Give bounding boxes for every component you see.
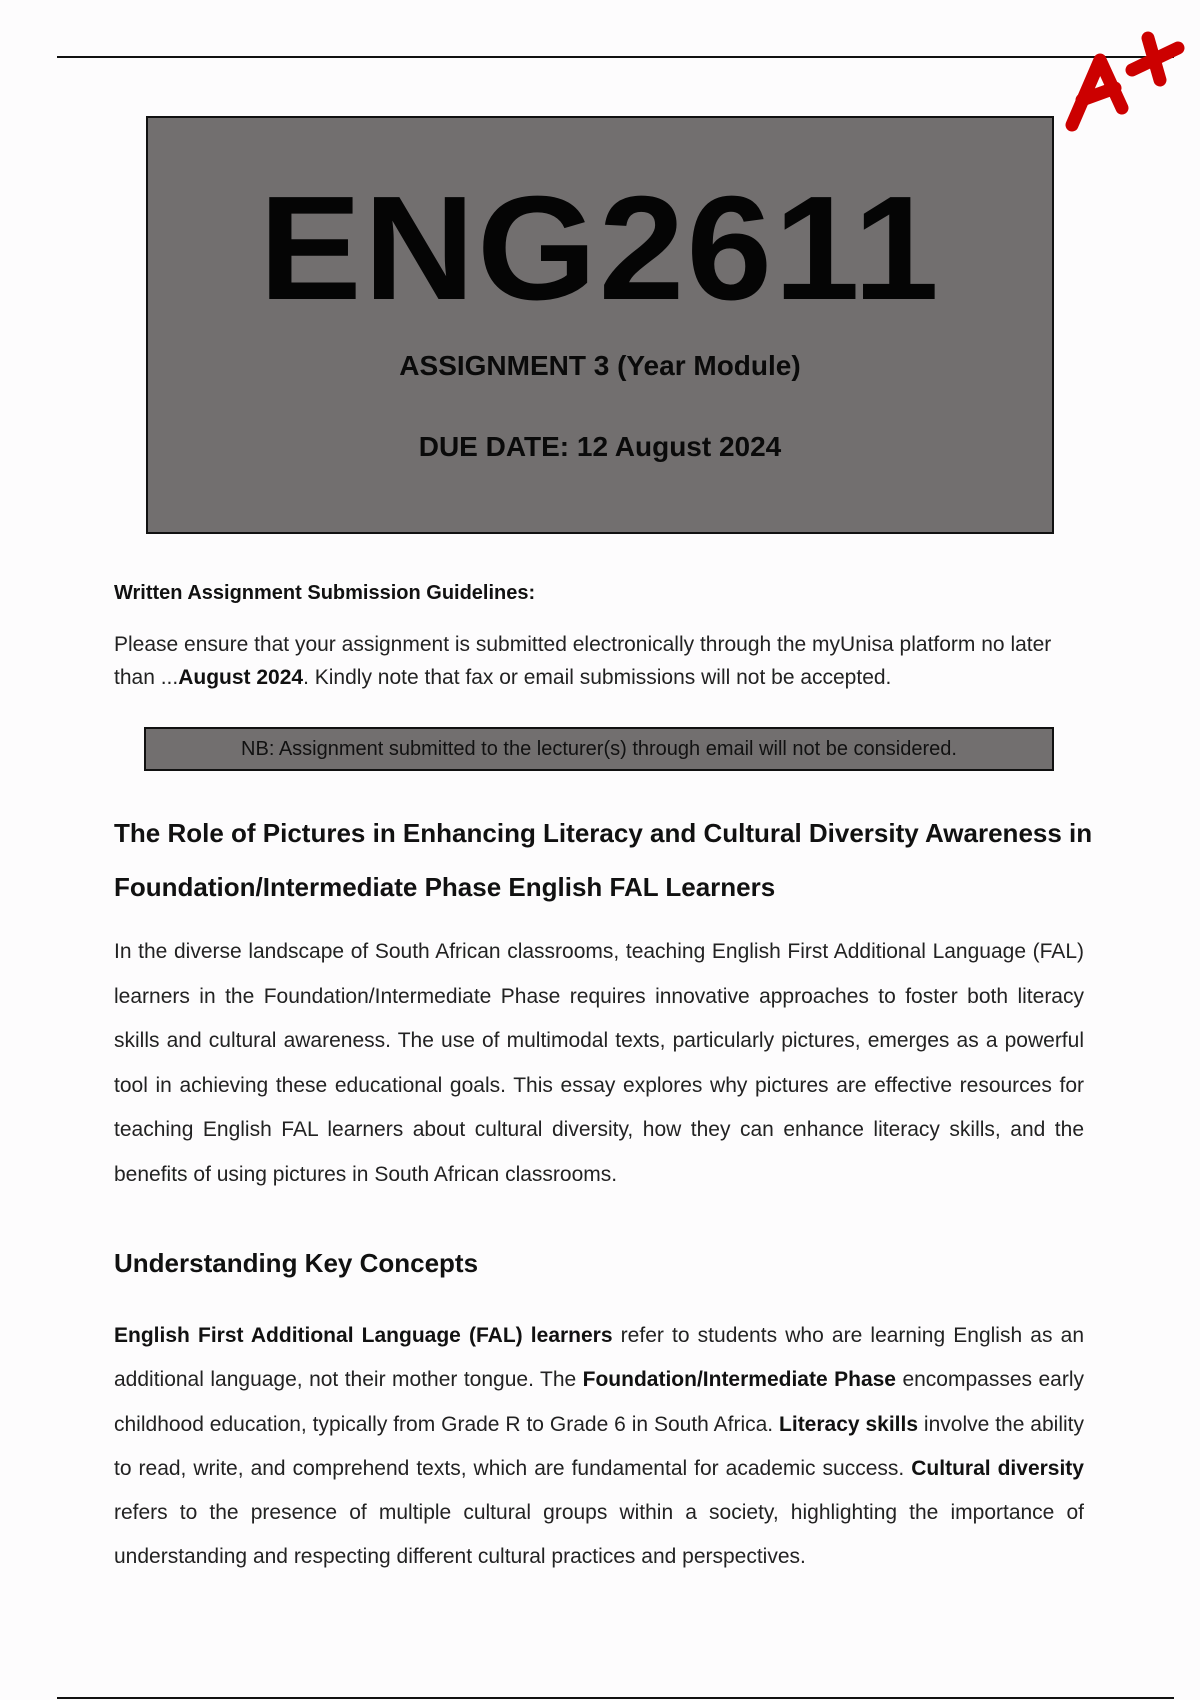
a-plus-grade-stamp-icon (1060, 30, 1190, 140)
essay-title: The Role of Pictures in Enhancing Literacy and Cultural Diversity Awareness in Foundation/Intermediate Phase English FAL Learners (114, 818, 1093, 902)
guidelines-deadline: August 2024 (178, 666, 304, 689)
concept-definition: refers to the presence of multiple cultural groups within a society, highlighting the importance of understanding and respecting different cultural practices and perspectives. (114, 1501, 1084, 1569)
concept-definition: involve the ability to read, write, and comprehend texts, which are fundamental for academic success. (114, 1412, 1084, 1480)
intro-paragraph: In the diverse landscape of South African classrooms, teaching English First Additional Language (FAL) learners in the Foundation/Intermediate Phase requires innovative approaches to foster both literacy skills and cultural awareness. The use of multimodal texts, particularly pictures, emerges as a powerful tool in achieving these educational goals. This essay explores why pictures are effective resources for teaching English FAL learners about cultural diversity, how they can enhance literacy skills, and the benefits of using pictures in South African classrooms. (114, 940, 1084, 1186)
concept-definition: refer to students who are learning English as an additional language, not their mother tongue. The (114, 1324, 1084, 1392)
guidelines-text-part: . Kindly note that fax or email submissions will not be accepted. (303, 666, 892, 689)
concept-term: English First Additional Language (FAL) learners (114, 1324, 613, 1347)
nb-notice-box: NB: Assignment submitted to the lecturer(s) through email will not be considered. (144, 727, 1054, 771)
course-code: ENG2611 (258, 166, 942, 331)
guidelines-heading: Written Assignment Submission Guidelines: (114, 582, 536, 604)
bottom-horizontal-rule (57, 1697, 1174, 1699)
concept-term: Foundation/Intermediate Phase (582, 1368, 896, 1392)
concept-term: Cultural diversity (911, 1456, 1084, 1480)
due-date: DUE DATE: 12 August 2024 (418, 431, 782, 462)
section-heading: Understanding Key Concepts (114, 1248, 479, 1278)
concepts-paragraph (114, 1314, 1084, 1580)
assignment-label: ASSIGNMENT 3 (Year Module) (399, 350, 801, 381)
cover-title-box (146, 116, 1054, 534)
concept-definition: encompasses early childhood education, typically from Grade R to Grade 6 in South Africa. (114, 1368, 1084, 1436)
concept-term: Literacy skills (779, 1412, 919, 1436)
guidelines-text-part: Please ensure that your assignment is submitted electronically through the myUnisa platform no later than ... (114, 633, 1052, 689)
guidelines-text (114, 628, 1074, 694)
top-horizontal-rule (57, 56, 1174, 58)
